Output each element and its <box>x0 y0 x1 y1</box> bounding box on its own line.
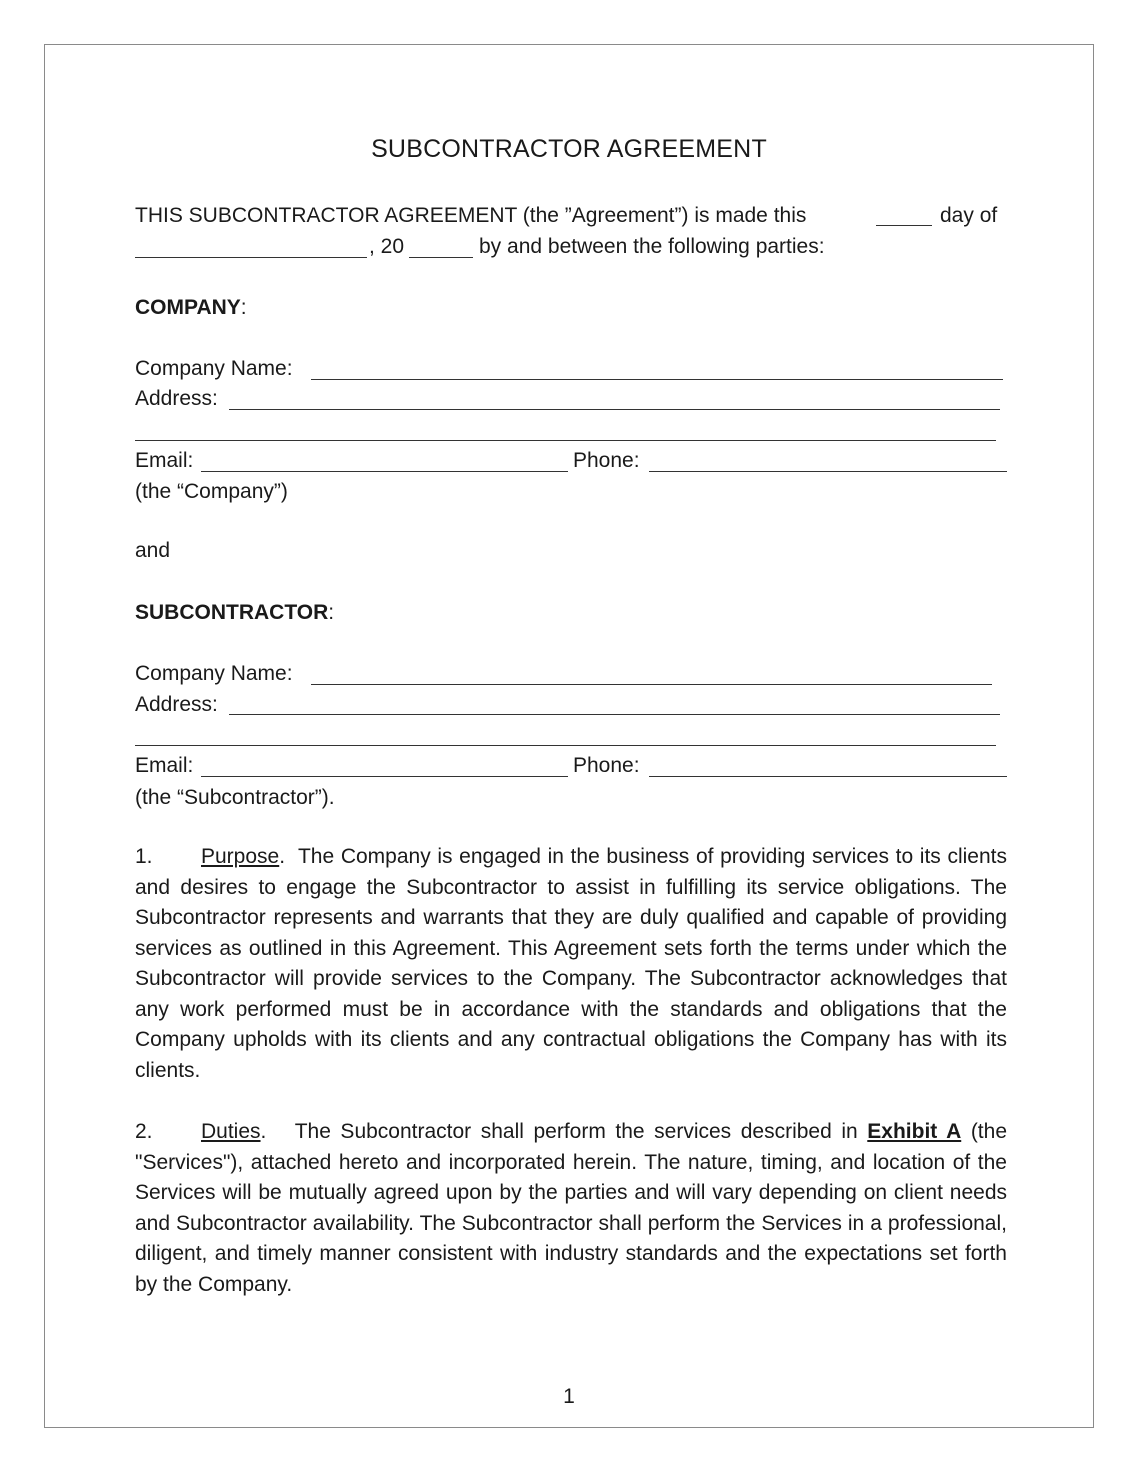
section-2-duties <box>135 1117 1007 1300</box>
intro-day-of: day of <box>940 204 998 227</box>
intro-text-part2: by and between the following parties: <box>479 235 825 258</box>
company-heading-colon: : <box>240 296 247 319</box>
subcontractor-heading-colon: : <box>328 601 335 624</box>
company-heading <box>135 293 247 324</box>
section-2-heading: Duties <box>201 1120 261 1143</box>
subcontractor-name-field[interactable] <box>311 684 992 685</box>
section-1-heading-end: . <box>279 845 286 868</box>
company-address-line2-field[interactable] <box>135 440 996 441</box>
document-page <box>44 44 1094 1428</box>
section-2-body-part2: (the "Services"), attached hereto and incorporated herein. The nature, timing, and location of the Services will be mutually agreed upon by the parties and will vary depending on client needs and Subcontractor availability. The Subcontractor shall perform the Services in a professional, diligent, and timely manner consistent with industry standards and the expectations set forth by the Company. <box>135 1120 1007 1296</box>
section-1-number: 1. <box>135 845 153 868</box>
section-2-number: 2. <box>135 1120 153 1143</box>
section-2-body-part1: The Subcontractor shall perform the services described in <box>294 1120 858 1143</box>
subcontractor-heading <box>135 598 334 629</box>
subcontractor-heading-label: SUBCONTRACTOR <box>135 601 329 624</box>
company-email-field[interactable] <box>201 471 568 472</box>
company-heading-label: COMPANY <box>135 296 241 319</box>
company-address-label: Address: <box>135 387 218 410</box>
section-1-purpose <box>135 842 1007 1086</box>
page-number: 1 <box>563 1385 575 1408</box>
intro-text-part1: THIS SUBCONTRACTOR AGREEMENT (the ”Agreement”) is made this <box>135 204 807 227</box>
year-blank[interactable] <box>409 257 473 258</box>
subcontractor-defined-term: (the “Subcontractor”). <box>135 786 335 809</box>
company-defined-term: (the “Company”) <box>135 480 288 503</box>
subcontractor-email-field[interactable] <box>201 776 568 777</box>
company-email-label: Email: <box>135 449 194 472</box>
document-title: SUBCONTRACTOR AGREEMENT <box>371 135 767 163</box>
subcontractor-address-field[interactable] <box>229 714 1000 715</box>
subcontractor-name-label: Company Name: <box>135 662 293 685</box>
and-text: and <box>135 539 171 562</box>
exhibit-a-reference: Exhibit A <box>867 1120 962 1143</box>
section-2-heading-end: . <box>260 1120 267 1143</box>
subcontractor-phone-label: Phone: <box>573 754 640 777</box>
subcontractor-address-line2-field[interactable] <box>135 745 996 746</box>
intro-year-prefix: , 20 <box>369 235 405 258</box>
day-blank[interactable] <box>876 225 932 226</box>
company-address-field[interactable] <box>229 409 1000 410</box>
company-phone-field[interactable] <box>649 471 1007 472</box>
month-blank[interactable] <box>135 257 367 258</box>
company-phone-label: Phone: <box>573 449 640 472</box>
section-1-heading: Purpose <box>201 845 280 868</box>
subcontractor-address-label: Address: <box>135 693 218 716</box>
company-name-label: Company Name: <box>135 357 293 380</box>
subcontractor-email-label: Email: <box>135 754 194 777</box>
subcontractor-phone-field[interactable] <box>649 776 1007 777</box>
section-1-body: The Company is engaged in the business of providing services to its clients and desires to engage the Subcontractor to assist in fulfilling its service obligations. The Subcontractor represents and warrants that they are duly qualified and capable of providing services as outlined in this Agreement. This Agreement sets forth the terms under which the Subcontractor will provide services to the Company. The Subcontractor acknowledges that any work performed must be in accordance with the standards and obligations that the Company upholds with its clients and any contractual obligations the Company has with its clients. <box>135 845 1007 1082</box>
company-name-field[interactable] <box>311 379 1003 380</box>
